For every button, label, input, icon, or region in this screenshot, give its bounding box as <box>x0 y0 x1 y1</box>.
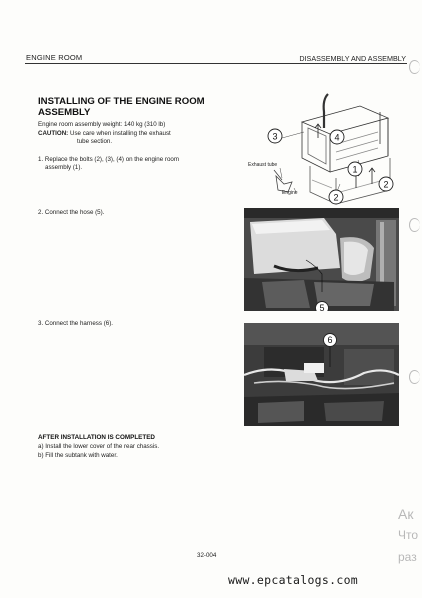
engine-label: Engine <box>282 190 298 196</box>
callout-2: 2 <box>333 192 339 203</box>
step-2: 2. Connect the hose (5). <box>38 209 105 216</box>
header-section: ENGINE ROOM <box>26 53 83 62</box>
footer-url[interactable]: www.epcatalogs.com <box>228 573 359 587</box>
step-3: 3. Connect the harness (6). <box>38 320 113 327</box>
engine-room-illustration <box>240 88 408 208</box>
header-chapter: DISASSEMBLY AND ASSEMBLY <box>299 54 406 63</box>
header-rule <box>25 63 407 64</box>
after-item: b) Fill the subtank with water. <box>38 452 118 459</box>
overlay-text: Ак <box>398 506 414 522</box>
binding-mark <box>409 60 420 74</box>
binding-mark <box>409 218 420 232</box>
after-heading: AFTER INSTALLATION IS COMPLETED <box>38 434 155 441</box>
engine-room-diagram <box>240 88 408 208</box>
weight-text: Engine room assembly weight: 140 kg (310 lb) <box>38 121 166 128</box>
after-item: a) Install the lower cover of the rear chassis. <box>38 443 160 450</box>
caution-note: CAUTION: Use care when installing the exhaust tube section. <box>38 130 171 146</box>
callout-6: 6 <box>327 335 333 346</box>
hose-photo <box>244 208 399 311</box>
callout-5: 5 <box>319 303 325 311</box>
hose-photo-image <box>244 208 399 311</box>
callout-4: 4 <box>334 132 340 143</box>
binding-mark <box>409 370 420 384</box>
harness-photo-image <box>244 323 399 426</box>
callout-3: 3 <box>272 131 278 142</box>
page-number: 32-004 <box>197 552 217 559</box>
callout-2b: 2 <box>383 179 389 190</box>
overlay-text: Что <box>398 528 419 542</box>
harness-photo <box>244 323 399 426</box>
exhaust-tube-label: Exhaust tube <box>248 162 278 168</box>
overlay-text: раз <box>398 550 417 564</box>
step-1: 1. Replace the bolts (2), (3), (4) on the engine room assembly (1). <box>38 156 180 172</box>
callout-1: 1 <box>352 164 358 175</box>
page-title: INSTALLING OF THE ENGINE ROOM ASSEMBLY <box>38 96 205 118</box>
